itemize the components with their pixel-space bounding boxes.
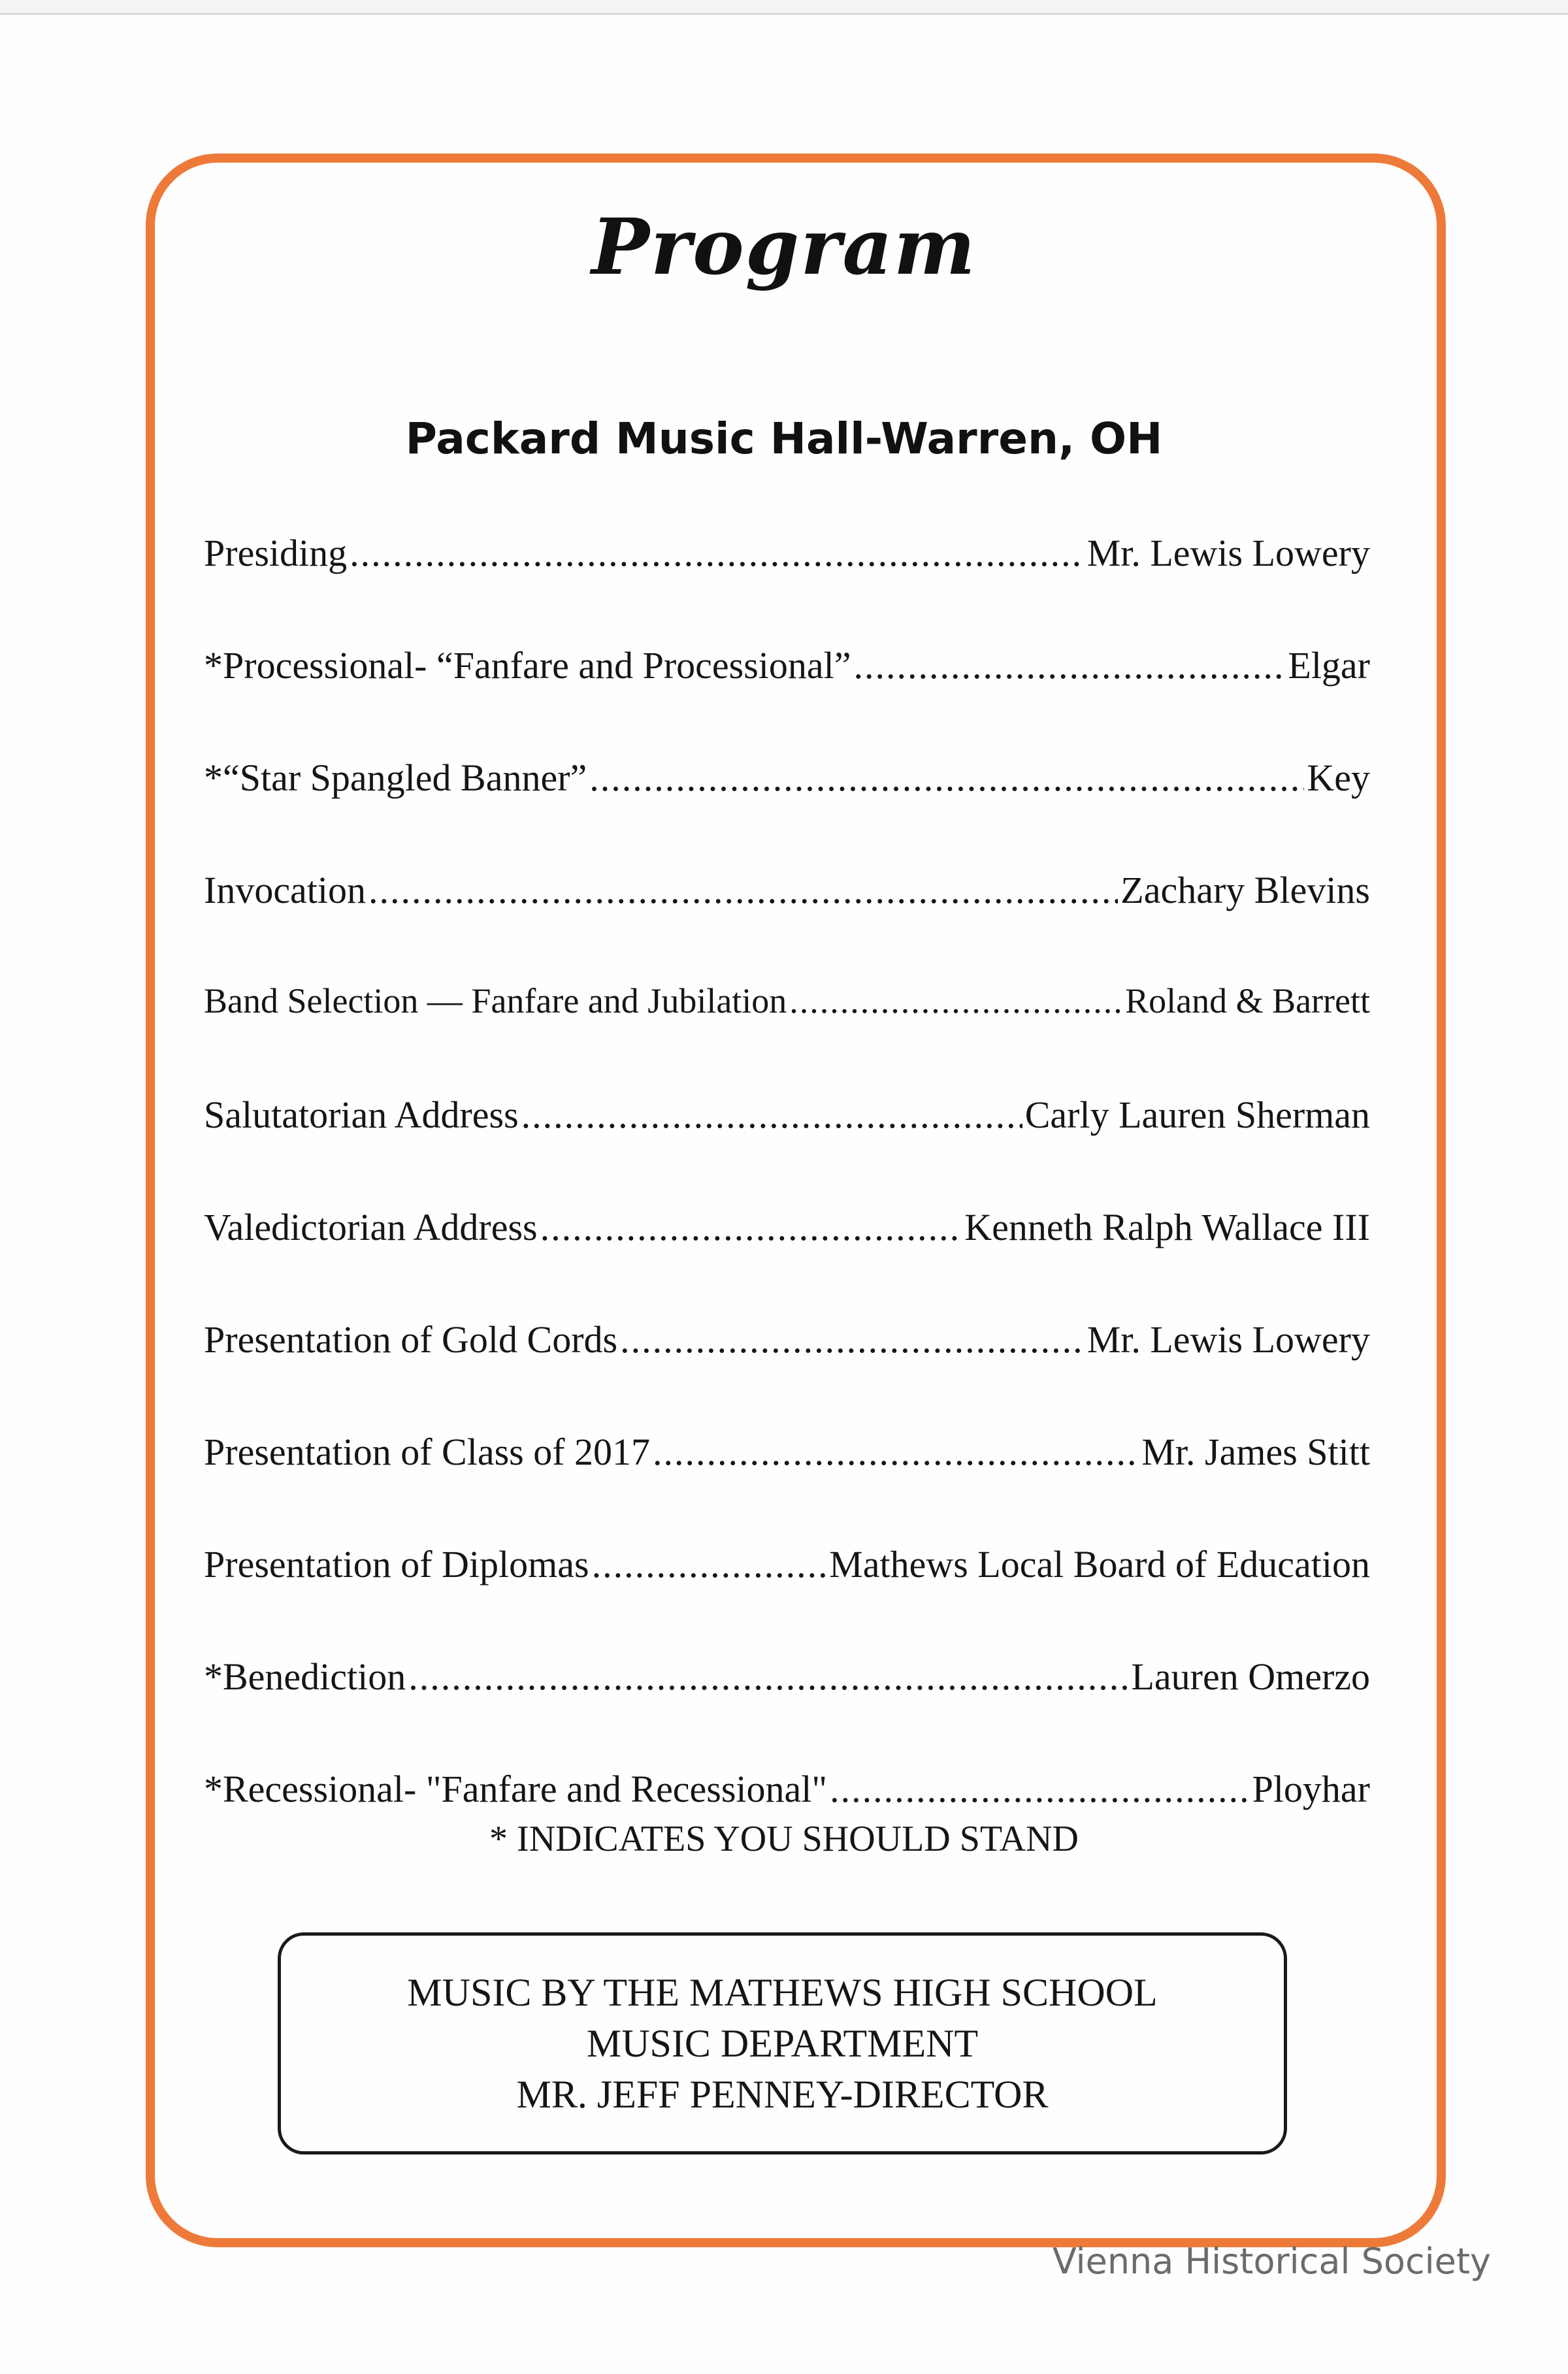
dot-leader [830,1767,1249,1811]
watermark: Vienna Historical Society [1052,2241,1491,2282]
credit-line: MUSIC BY THE MATHEWS HIGH SCHOOL [407,1971,1158,2014]
item-by: Roland & Barrett [1125,981,1370,1020]
item-by: Mr. Lewis Lowery [1086,1318,1370,1361]
item-part: Presiding [204,532,348,574]
program-item-valedictorian [204,1205,1370,1318]
dot-leader [540,1205,962,1249]
item-by: Key [1307,756,1370,799]
item-part: *Recessional- "Fanfare and Recessional" [204,1768,828,1810]
program-page [0,13,1568,2374]
venue-heading: Packard Music Hall-Warren, OH [405,414,1163,464]
dot-leader [620,1318,1085,1361]
program-item-benediction [204,1655,1370,1767]
dot-leader [521,1093,1022,1137]
item-by: Mr. James Stitt [1141,1431,1370,1473]
item-by: Elgar [1288,644,1370,687]
music-credit-box [278,1932,1287,2154]
item-by: Mr. Lewis Lowery [1086,532,1370,574]
item-part: *Benediction [204,1655,406,1698]
program-item-diplomas [204,1542,1370,1655]
item-by: Mathews Local Board of Education [829,1543,1370,1585]
item-part: Presentation of Gold Cords [204,1318,618,1361]
dot-leader [368,868,1118,912]
program-item-gold-cords [204,1318,1370,1430]
dot-leader [854,643,1286,687]
program-item-anthem [204,756,1370,868]
dot-leader [589,756,1304,800]
dot-leader [789,981,1122,1021]
program-item-processional [204,643,1370,756]
item-by: Zachary Blevins [1120,869,1370,911]
item-part: Valedictorian Address [204,1206,538,1248]
program-item-salutatorian [204,1093,1370,1205]
dot-leader [653,1430,1139,1474]
item-part: Salutatorian Address [204,1094,519,1136]
credit-line: MR. JEFF PENNEY-DIRECTOR [516,2073,1049,2116]
credit-line: MUSIC DEPARTMENT [586,2022,979,2065]
program-item-presiding [204,531,1370,643]
program-item-class-presentation [204,1430,1370,1542]
item-part: Presentation of Diplomas [204,1543,589,1585]
item-part: *Processional- “Fanfare and Processional” [204,644,851,687]
program-title: Program [591,201,977,292]
dot-leader [350,531,1085,575]
program-list [204,531,1370,1879]
item-by: Ployhar [1252,1768,1370,1810]
item-part: Band Selection — Fanfare and Jubilation [204,981,787,1020]
item-by: Carly Lauren Sherman [1024,1094,1370,1136]
dot-leader [592,1542,827,1586]
program-item-band-selection [204,981,1370,1093]
item-by: Kenneth Ralph Wallace III [964,1206,1370,1248]
program-item-invocation [204,868,1370,981]
stand-note: * INDICATES YOU SHOULD STAND [489,1819,1079,1859]
dot-leader [408,1655,1128,1699]
item-part: Invocation [204,869,367,911]
item-by: Lauren Omerzo [1131,1655,1370,1698]
item-part: *“Star Spangled Banner” [204,756,587,799]
item-part: Presentation of Class of 2017 [204,1431,651,1473]
